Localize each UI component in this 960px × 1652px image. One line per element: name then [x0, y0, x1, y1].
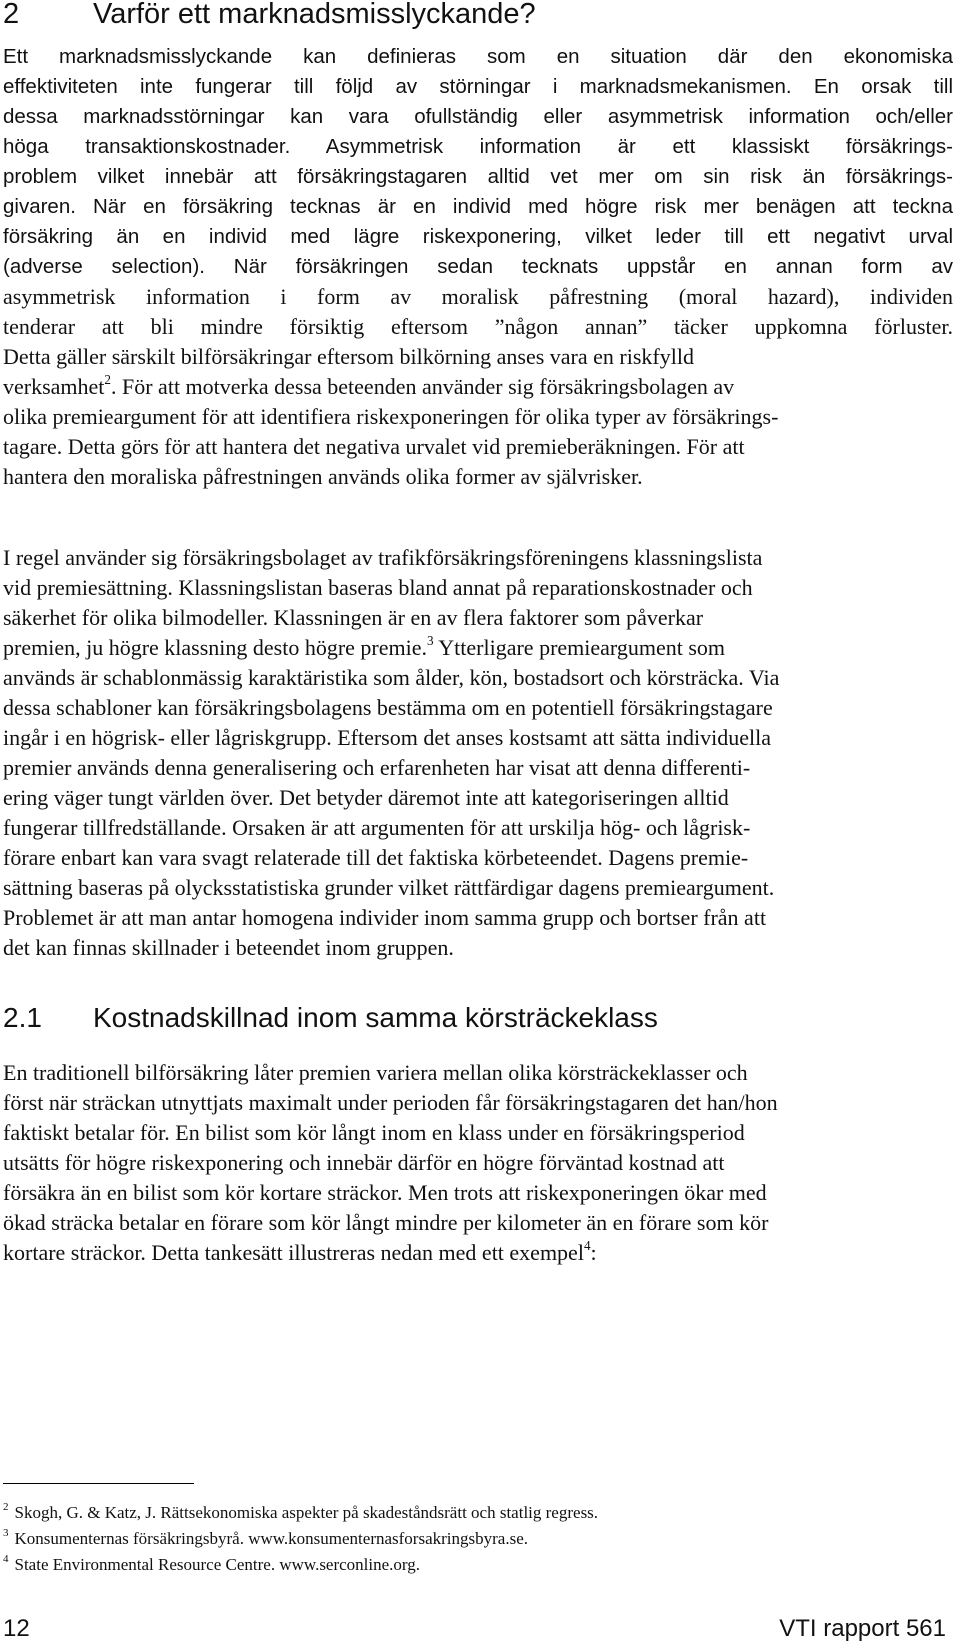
- page-number: 12: [3, 1615, 30, 1642]
- text-line: Problemet är att man antar homogena individer inom samma grupp och bortser från att: [3, 905, 767, 930]
- text-line: (adverse selection). När försäkringen sedan tecknats uppstår en annan form av: [3, 255, 953, 278]
- footnote-text: Konsumenternas försäkringsbyrå. www.konsumenternasforsakringsbyra.se.: [14, 1529, 528, 1548]
- text-line: olika premieargument för att identifiera riskexponeringen för olika typer av försäkrings-: [3, 404, 779, 429]
- text-line: premier används denna generalisering och erfarenheten har visat att denna differenti-: [3, 755, 751, 780]
- text-line: givaren. När en försäkring tecknas är en individ med högre risk mer benägen att teckna: [3, 195, 953, 218]
- text-line: dessa schabloner kan försäkringsbolagens bestämma om en potentiell försäkringstagare: [3, 695, 773, 720]
- text-line: säkerhet för olika bilmodeller. Klassningen är en av flera faktorer som påverkar: [3, 605, 704, 630]
- text-line: utsätts för högre riskexponering och innebär därför en högre förväntad kostnad att: [3, 1150, 725, 1175]
- footnote: [3, 1526, 903, 1552]
- footnote-mark: 2: [3, 1501, 9, 1514]
- footnote-ref: 3: [427, 632, 434, 648]
- text-line: försäkra än en bilist som kör kortare sträckor. Men trots att riskexponeringen ökar med: [3, 1180, 767, 1205]
- footnote-mark: 3: [3, 1527, 9, 1540]
- line-text: . För att motverka dessa beteenden använder sig försäkringsbolagen av: [111, 374, 735, 399]
- text-line: tagare. Detta görs för att hantera det negativa urvalet vid premieberäkningen. För att: [3, 434, 745, 459]
- line-text: :: [590, 1240, 597, 1265]
- text-line: först när sträckan utnyttjats maximalt under perioden får försäkringstagaren det han/hon: [3, 1090, 778, 1115]
- line-text: premien, ju högre klassning desto högre premie.: [3, 635, 428, 660]
- text-line: förare enbart kan vara svagt relaterade till det faktiska körbeteendet. Dagens premie-: [3, 845, 749, 870]
- text-line: asymmetrisk information i form av moralisk påfrestning (moral hazard), individen: [3, 284, 953, 309]
- section-number: 2: [3, 0, 20, 30]
- footnotes: [3, 1500, 903, 1578]
- text-line: effektiviteten inte fungerar till följd av störningar i marknadsmekanismen. En orsak till: [3, 75, 953, 98]
- section-title: Varför ett marknadsmisslyckande?: [93, 0, 536, 30]
- subsection-number: 2.1: [3, 1002, 42, 1033]
- text-line: försäkring än en individ med lägre riskexponering, vilket leder till ett negativt urval: [3, 225, 953, 248]
- text-line: ingår i en högrisk- eller lågriskgrupp. Eftersom det anses kostsamt att sätta individuella: [3, 725, 771, 750]
- section-heading: [3, 0, 536, 32]
- text-line: tenderar att bli mindre försiktig eftersom ”någon annan” täcker uppkomna förluster.: [3, 314, 953, 339]
- text-line: fungerar tillfredställande. Orsaken är att argumenten för att urskilja hög- och lågrisk-: [3, 815, 751, 840]
- text-line: Ett marknadsmisslyckande kan definieras som en situation där den ekonomiska: [3, 45, 953, 68]
- text-line: sättning baseras på olycksstatistiska grunder vilket rättfärdigar dagens premieargument.: [3, 875, 775, 900]
- text-line: ökad sträcka betalar en förare som kör långt mindre per kilometer än en förare som kör: [3, 1210, 769, 1235]
- paragraph-2: [3, 543, 953, 963]
- footnote-mark: 4: [3, 1553, 9, 1566]
- text-line: faktiskt betalar för. En bilist som kör långt inom en klass under en försäkringsperiod: [3, 1120, 745, 1145]
- footnote: [3, 1500, 903, 1526]
- page-footer: [0, 1611, 950, 1647]
- text-line-with-footnote: [3, 1238, 953, 1268]
- report-label: VTI rapport 561: [779, 1615, 946, 1642]
- paragraph-3: [3, 1058, 953, 1268]
- text-line: ering väger tungt världen över. Det betyder däremot inte att kategoriseringen alltid: [3, 785, 729, 810]
- text-line: hantera den moraliska påfrestningen används olika former av självrisker.: [3, 464, 643, 489]
- text-line: I regel använder sig försäkringsbolaget av trafikförsäkringsföreningens klassningslista: [3, 545, 763, 570]
- subsection-title: Kostnadskillnad inom samma körsträckeklass: [93, 1002, 658, 1033]
- text-line-with-footnote: [3, 372, 953, 402]
- text-line-with-footnote: [3, 633, 953, 663]
- text-line: problem vilket innebär att försäkringstagaren alltid vet mer om sin risk än försäkrings-: [3, 165, 953, 188]
- text-line: det kan finnas skillnader i beteendet inom gruppen.: [3, 935, 454, 960]
- text-line: vid premiesättning. Klassningslistan baseras bland annat på reparationskostnader och: [3, 575, 753, 600]
- footnote-ref: 4: [583, 1237, 591, 1253]
- footnote: [3, 1552, 903, 1578]
- footnote-ref: 2: [104, 371, 111, 387]
- text-line: höga transaktionskostnader. Asymmetrisk information är ett klassiskt försäkrings-: [3, 135, 953, 158]
- text-line: används är schablonmässig karaktäristika som ålder, kön, bostadsort och körsträcka. Via: [3, 665, 780, 690]
- text-line: dessa marknadsstörningar kan vara ofullständig eller asymmetrisk information och/eller: [3, 105, 953, 128]
- line-text: Ytterligare premieargument som: [433, 635, 726, 660]
- text-line: Detta gäller särskilt bilförsäkringar eftersom bilkörning anses vara en riskfylld: [3, 344, 694, 369]
- paragraph-1-continued: [3, 192, 953, 492]
- paragraph-1-sans: [3, 42, 953, 192]
- footnote-divider: [3, 1483, 194, 1484]
- footnote-text: State Environmental Resource Centre. www.serconline.org.: [14, 1555, 421, 1574]
- text-line: En traditionell bilförsäkring låter premien variera mellan olika körsträckeklasser och: [3, 1060, 748, 1085]
- line-text: verksamhet: [3, 374, 105, 399]
- subsection-heading: [3, 1000, 658, 1036]
- line-text: kortare sträckor. Detta tankesätt illustreras nedan med ett exempel: [3, 1240, 584, 1265]
- footnote-text: Skogh, G. & Katz, J. Rättsekonomiska aspekter på skadeståndsrätt och statlig regress.: [14, 1503, 599, 1522]
